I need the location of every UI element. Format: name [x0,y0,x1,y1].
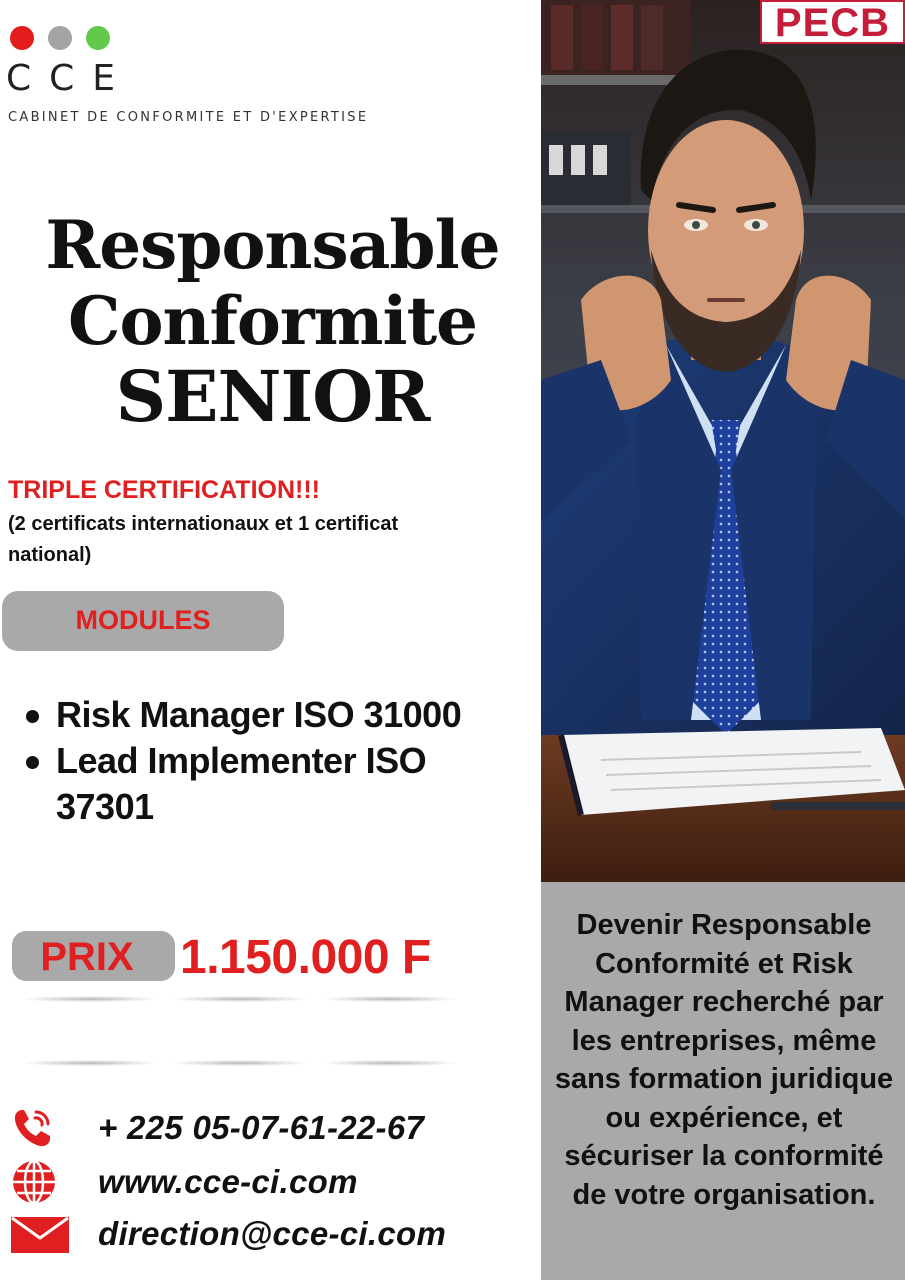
divider-shadow [170,996,310,1002]
globe-icon [10,1160,70,1204]
promo-box [541,882,905,1280]
promo-text: Devenir Responsable Conformité et Risk Manager recherché par les entreprises, même sans formation juridique ou expérience, et sécuriser la conformité de votre organisation. [554,909,894,1211]
certification-title: TRIPLE CERTIFICATION!!! [8,476,320,504]
modules-badge [2,591,284,651]
divider-shadow [320,1060,460,1066]
pecb-logo [760,0,905,44]
module-item [26,692,526,738]
headline-line-1: Responsable [45,206,500,284]
email-address: direction@cce-ci.com [98,1215,447,1252]
logo-dot-grey [48,26,72,50]
modules-label: MODULES [75,605,211,635]
price-label: PRIX [40,935,134,979]
divider-shadow [320,996,460,1002]
bullet-icon [26,710,39,723]
module-item-label: Risk Manager ISO 31000 [56,694,462,735]
pecb-logo-text: PECB [774,1,891,45]
module-item [26,738,526,830]
price-value: 1.150.000 F [180,931,431,984]
contact-phone[interactable] [10,1106,424,1150]
contact-email[interactable] [10,1212,446,1256]
logo-tagline: CABINET DE CONFORMITE ET D'EXPERTISE [8,110,369,125]
phone-number: + 225 05-07-61-22-67 [98,1109,425,1146]
headline-line-3: SENIOR [115,355,430,438]
divider-shadow [20,996,160,1002]
headline-line-2: Conformite [67,282,478,360]
businessman-photo [541,0,905,882]
module-item-label: Lead Implementer ISO 37301 [56,740,427,827]
price-badge [12,931,175,981]
phone-icon [10,1106,70,1150]
certification-subtitle: (2 certificats internationaux et 1 certificat national) [8,513,399,566]
logo-name: CCE [6,58,134,99]
divider-shadow [20,1060,160,1066]
contact-website[interactable] [10,1160,358,1204]
modules-list [26,692,526,830]
divider-shadow [170,1060,310,1066]
logo-dot-red [10,26,34,50]
logo-dot-green [86,26,110,50]
bullet-icon [26,756,39,769]
website-url: www.cce-ci.com [98,1163,358,1200]
mail-icon [10,1212,70,1256]
logo-dots [10,26,110,50]
